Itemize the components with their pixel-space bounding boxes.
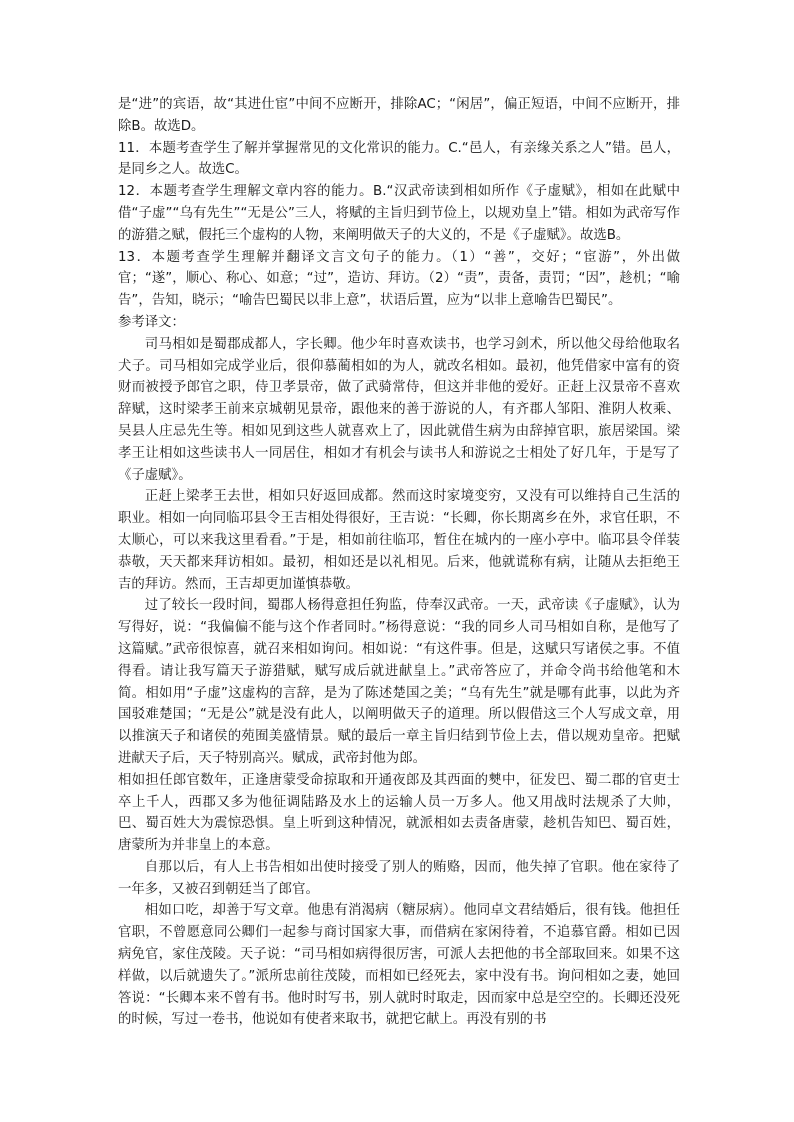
answer-analysis-13: 13．本题考查学生理解并翻译文言文句子的能力。（1）“善”，交好；“宦游”，外出做官；“遂”，顺心、称心、如意；“过”，造访、拜访。（2）“责”，责备，责罚；“因”，趁机；“喻告”，告知，晓示；“喻告巴蜀民以非上意”，状语后置，应为“以非上意喻告巴蜀民”。 (118, 249, 680, 309)
translation-paragraph: 相如担任郎官数年，正逢唐蒙受命掠取和开通夜郎及其西面的僰中，征发巴、蜀二郡的官吏士卒上千人，西郡又多为他征调陆路及水上的运输人员一万多人。他又用战时法规杀了大帅，巴、蜀百姓大为震惊恐惧。皇上听到这种情况，就派相如去责备唐蒙，趁机告知巴、蜀百姓，唐蒙所为并非皇上的本意。 (118, 772, 680, 854)
translation-paragraph: 相如口吃，却善于写文章。他患有消渴病（糖尿病）。他同卓文君结婚后，很有钱。他担任官职，不曾愿意同公卿们一起参与商讨国家大事，而借病在家闲待着，不追慕官爵。相如已因病免官，家住茂陵。天子说：“司马相如病得很厉害，可派人去把他的书全部取回来。如果不这样做，以后就遗失了。”派所忠前往茂陵，而相如已经死去，家中没有书。询问相如之妻，她回答说：“长卿本来不曾有书。他时时写书，别人就时时取走，因而家中总是空空的。长卿还没死的时候，写过一卷书，他说如有使者来取书，就把它献上。再没有别的书 (118, 903, 680, 1028)
translation-paragraph: 过了较长一段时间，蜀郡人杨得意担任狗监，侍奉汉武帝。一天，武帝读《子虚赋》，认为写得好，说：“我偏偏不能与这个作者同时。”杨得意说：“我的同乡人司马相如自称，是他写了这篇赋。”武帝很惊喜，就召来相如询问。相如说：“有这件事。但是，这赋只写诸侯之事。不值得看。请让我写篇天子游猎赋，赋写成后就进献皇上。”武帝答应了，并命令尚书给他笔和木简。相如用“子虚”这虚构的言辞，是为了陈述楚国之美；“乌有先生”就是哪有此事，以此为齐国驳难楚国；“无是公”就是没有此人，以阐明做天子的道理。所以假借这三个人写成文章，用以推演天子和诸侯的苑囿美盛情景。赋的最后一章主旨归结到节俭上去，借以规劝皇帝。把赋进献天子后，天子特别高兴。赋成，武帝封他为郎。 (118, 598, 680, 766)
translation-heading: 参考译文： (118, 314, 185, 330)
answer-analysis-11: 11．本题考查学生了解并掌握常见的文化常识的能力。C.“邑人，有亲缘关系之人”错。邑人，是同乡之人。故选C。 (118, 140, 680, 178)
answer-analysis-10-tail: 是“进”的宾语，故“其进仕宦”中间不应断开，排除AC；“闲居”，偏正短语，中间不应断开，排除B。故选D。 (118, 97, 680, 134)
answer-analysis-12: 12．本题考查学生理解文章内容的能力。B.“汉武帝读到相如所作《子虚赋》，相如在此赋中借“子虚”“乌有先生”“无是公”三人，将赋的主旨归到节俭上，以规劝皇上”错。相如为武帝写作的游猎之赋，假托三个虚构的人物，来阐明做天子的大义的，不是《子虚赋》。故选B。 (118, 184, 680, 243)
translation-paragraph: 正赶上梁孝王去世，相如只好返回成都。然而这时家境变穷，又没有可以维持自己生活的职业。相如一向同临邛县令王吉相处得很好，王吉说：“长卿，你长期离乡在外，求官任职，不太顺心，可以来我这里看看。”于是，相如前往临邛，暂住在城内的一座小亭中。临邛县令佯装恭敬，天天都来拜访相如。最初，相如还是以礼相见。后来，他就谎称有病，让随从去拒绝王吉的拜访。然而，王吉却更加谨慎恭敬。 (118, 489, 680, 592)
translation-paragraph: 司马相如是蜀郡成都人，字长卿。他少年时喜欢读书，也学习剑术，所以他父母给他取名犬子。司马相如完成学业后，很仰慕蔺相如的为人，就改名相如。最初，他凭借家中富有的资财而被授予郎官之职，侍卫孝景帝，做了武骑常侍，但这并非他的爱好。正赶上汉景帝不喜欢辞赋，这时梁孝王前来京城朝见景帝，跟他来的善于游说的人，有齐郡人邹阳、淮阴人枚乘、吴县人庄忌先生等。相如见到这些人就喜欢上了，因此就借生病为由辞掉官职，旅居梁国。梁孝王让相如这些读书人一同居住，相如才有机会与读书人和游说之士相处了好几年，于是写了《子虚赋》。 (118, 336, 680, 483)
document-page (118, 94, 680, 1031)
translation-paragraph: 自那以后，有人上书告相如出使时接受了别人的贿赂，因而，他失掉了官职。他在家待了一年多，又被召到朝廷当了郎官。 (118, 859, 680, 897)
